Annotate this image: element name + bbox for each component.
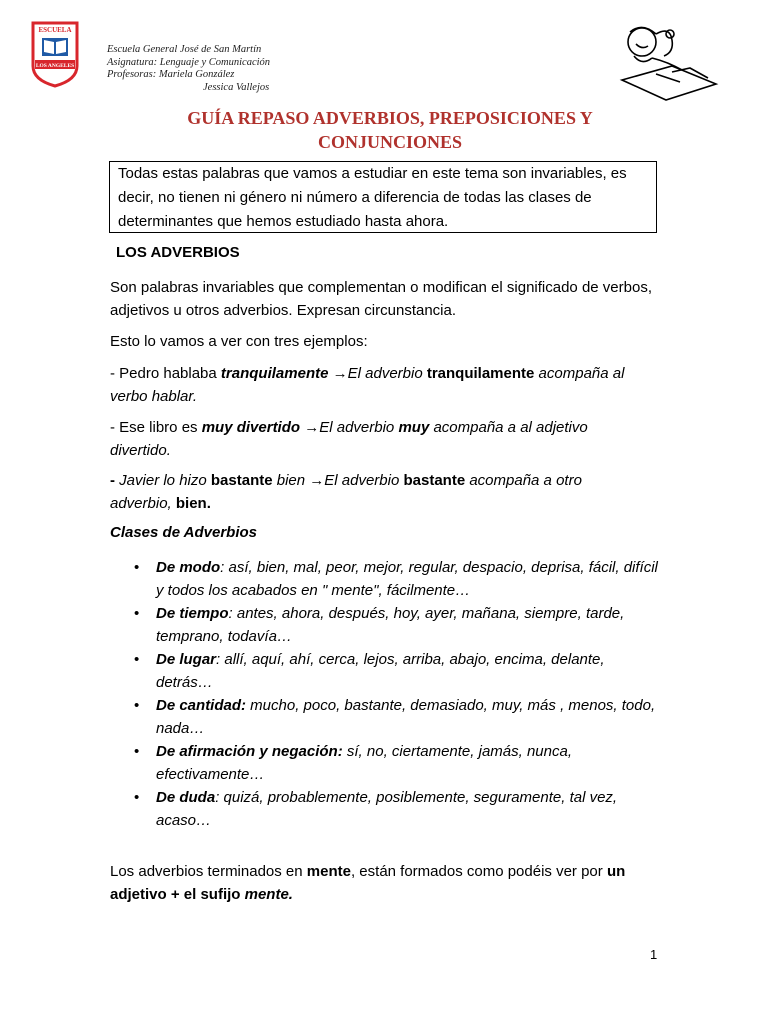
- example-1: [110, 362, 630, 408]
- example-3: [110, 469, 630, 515]
- teachers-line-2: Jessica Vallejos: [203, 81, 270, 93]
- example-3-adverb-ref: bastante: [403, 472, 466, 489]
- teachers-line: Profesoras: Mariela González: [107, 69, 235, 80]
- example-3-bien: bien.: [175, 495, 211, 512]
- list-item: • De cantidad: mucho, poco, bastante, demasiado, muy, más , menos, todo, nada…: [134, 694, 664, 740]
- example-1-adverb-ref: tranquilamente: [426, 365, 535, 382]
- example-3-adverb: bastante: [210, 472, 273, 489]
- example-3-end: acompaña a otro adverbio,: [110, 472, 582, 512]
- classes-title: Clases de Adverbios: [110, 524, 258, 541]
- bullet-icon: •: [134, 559, 140, 576]
- example-2-adverb-ref: muy: [398, 419, 430, 436]
- example-2-start: - Ese libro es: [110, 419, 202, 436]
- title-line-2: CONJUNCIONES: [317, 132, 463, 152]
- example-1-adverb: tranquilamente: [220, 365, 329, 382]
- example-1-arrow: →: [328, 365, 348, 382]
- examples-intro: Esto lo vamos a ver con tres ejemplos:: [110, 333, 368, 350]
- title-line-1: GUÍA REPASO ADVERBIOS, PREPOSICIONES Y: [187, 108, 593, 128]
- final-paragraph: Los adverbios terminados en mente, están formados como podéis ver por un adjetivo + el sufijo mente.: [110, 863, 626, 903]
- example-3-start: Javier lo hizo: [119, 472, 211, 489]
- example-1-end: acompaña al verbo hablar.: [110, 365, 625, 405]
- list-item: • De modo: así, bien, mal, peor, mejor, regular, despacio, deprisa, fácil, difícil y todos los acabados en " mente", fácilmente…: [134, 556, 664, 602]
- list-item: • De duda: quizá, probablemente, posiblemente, seguramente, tal vez, acaso…: [134, 786, 664, 832]
- example-2-adverb: muy divertido: [201, 419, 301, 436]
- bullet-icon: •: [134, 651, 140, 668]
- example-2-arrow: →: [300, 419, 320, 436]
- example-3-explain: bien →El adverbio: [272, 472, 404, 489]
- example-2-end: acompaña a al adjetivo divertido.: [110, 419, 588, 459]
- adverb-classes-list: [134, 556, 664, 832]
- list-item: • De lugar: allí, aquí, ahí, cerca, lejos, arriba, abajo, encima, delante, detrás…: [134, 648, 664, 694]
- example-1-start: - Pedro hablaba: [110, 365, 221, 382]
- school-name: Escuela General José de San Martín: [107, 44, 262, 55]
- bullet-icon: •: [134, 743, 140, 760]
- bullet-icon: •: [134, 789, 140, 806]
- intro-box: Todas estas palabras que vamos a estudiar en este tema son invariables, es decir, no tienen ni género ni número a diferencia de todas las clases de determinantes que hemos estudiado hasta ahora.: [109, 161, 657, 233]
- child-writing-illustration: [612, 22, 722, 102]
- page-title: [60, 106, 720, 154]
- logo-bottom-text: LOS ANGELES: [35, 63, 75, 69]
- definition-paragraph: Son palabras invariables que complementan o modifican el significado de verbos, adjetivos u otros adverbios. Expresan circunstancia.: [110, 279, 652, 319]
- list-item: • De tiempo: antes, ahora, después, hoy, ayer, mañana, siempre, tarde, temprano, todavía…: [134, 602, 664, 648]
- example-1-explain: El adverbio: [347, 365, 427, 382]
- logo-top-text: ESCUELA: [38, 26, 72, 34]
- example-3-dash: -: [110, 472, 120, 489]
- example-2: [110, 416, 630, 462]
- page-number: 1: [650, 947, 658, 962]
- school-logo: [30, 20, 80, 88]
- list-item: • De afirmación y negación: sí, no, ciertamente, jamás, nunca, efectivamente…: [134, 740, 664, 786]
- subject-line: Asignatura: Lenguaje y Comunicación: [107, 56, 271, 68]
- bullet-icon: •: [134, 697, 140, 714]
- section-heading: LOS ADVERBIOS: [116, 244, 240, 261]
- example-2-explain: El adverbio: [319, 419, 399, 436]
- header-info: [107, 44, 270, 94]
- bullet-icon: •: [134, 605, 140, 622]
